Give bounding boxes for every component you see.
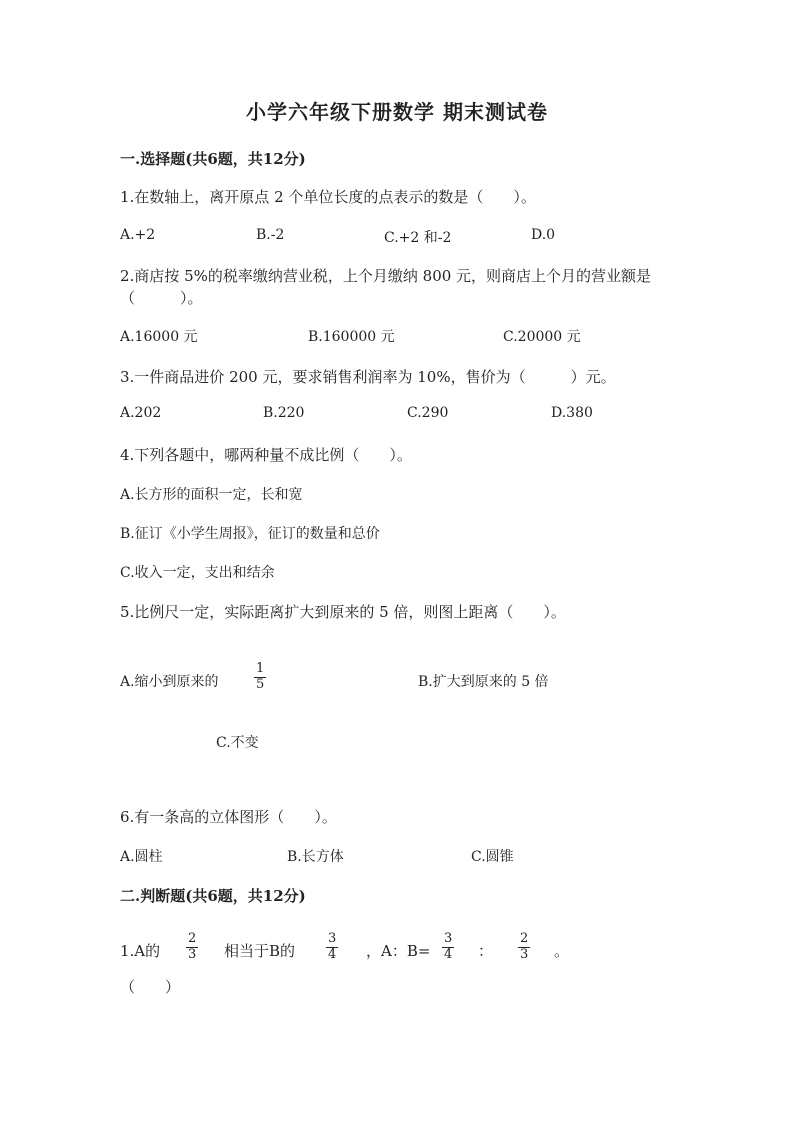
q4-option-c: C.收入一定，支出和结余 [120, 565, 275, 581]
judge-1-fraction-4 [518, 932, 530, 963]
question-2-line2: （ ）。 [120, 289, 203, 307]
section-heading-choice: 一.选择题(共6题，共12分) [120, 150, 306, 168]
question-3: 3.一件商品进价 200 元，要求销售利润率为 10%，售价为（ ）元。 [120, 368, 616, 386]
judge-1-fraction-2 [326, 932, 338, 963]
q2-option-c: C.20000 元 [503, 329, 581, 345]
fraction-denominator: 3 [520, 946, 529, 962]
question-6: 6.有一条高的立体图形（ ）。 [120, 808, 337, 826]
fraction-numerator: 3 [444, 931, 453, 946]
question-1: 1.在数轴上，离开原点 2 个单位长度的点表示的数是（ ）。 [120, 188, 536, 206]
page-title: 小学六年级下册数学 期末测试卷 [246, 100, 548, 124]
fraction-denominator: 5 [256, 676, 265, 692]
q5-option-c: C.不变 [216, 735, 259, 751]
q1-option-b: B.-2 [256, 227, 285, 243]
q3-option-c: C.290 [407, 405, 449, 421]
judge-1-fraction-1 [186, 932, 198, 963]
q1-option-d: D.0 [531, 227, 556, 243]
q5-option-a: A.缩小到原来的 [120, 674, 219, 690]
q1-option-a: A.+2 [120, 227, 156, 243]
q1-option-c: C.+2 和-2 [384, 230, 452, 246]
judge-1-part5: 。 [554, 942, 570, 960]
q3-option-d: D.380 [551, 405, 593, 421]
judge-1-part1: 1.A的 [120, 942, 161, 960]
q3-option-a: A.202 [120, 405, 162, 421]
q4-option-a: A.长方形的面积一定，长和宽 [120, 487, 303, 503]
judge-1-answer-blank: （ ） [120, 978, 181, 996]
judge-1-part4: ： [478, 942, 494, 960]
fraction-numerator: 3 [328, 931, 337, 946]
judge-1-fraction-3 [442, 932, 454, 963]
q6-option-a: A.圆柱 [120, 849, 163, 865]
q4-option-b: B.征订《小学生周报》，征订的数量和总价 [120, 526, 380, 542]
fraction-numerator: 1 [256, 661, 265, 676]
judge-1-part2: 相当于B的 [224, 942, 296, 960]
fraction-denominator: 3 [188, 946, 197, 962]
fraction-denominator: 4 [328, 946, 337, 962]
q2-option-a: A.16000 元 [120, 329, 198, 345]
q6-option-b: B.长方体 [287, 849, 344, 865]
question-2-line1: 2.商店按 5%的税率缴纳营业税，上个月缴纳 800 元，则商店上个月的营业额是 [120, 267, 652, 285]
fraction-denominator: 4 [444, 946, 453, 962]
fraction-numerator: 2 [520, 931, 529, 946]
question-4: 4.下列各题中，哪两种量不成比例（ ）。 [120, 446, 412, 464]
section-heading-judgement: 二.判断题(共6题，共12分) [120, 887, 306, 905]
q6-option-c: C.圆锥 [471, 849, 514, 865]
q3-option-b: B.220 [263, 405, 305, 421]
q5-option-a-fraction [254, 662, 266, 693]
judge-1-part3: ，A：B= [366, 942, 431, 960]
q5-option-b: B.扩大到原来的 5 倍 [418, 674, 549, 690]
question-5: 5.比例尺一定，实际距离扩大到原来的 5 倍，则图上距离（ ）。 [120, 603, 566, 621]
fraction-numerator: 2 [188, 931, 197, 946]
q2-option-b: B.160000 元 [308, 329, 395, 345]
